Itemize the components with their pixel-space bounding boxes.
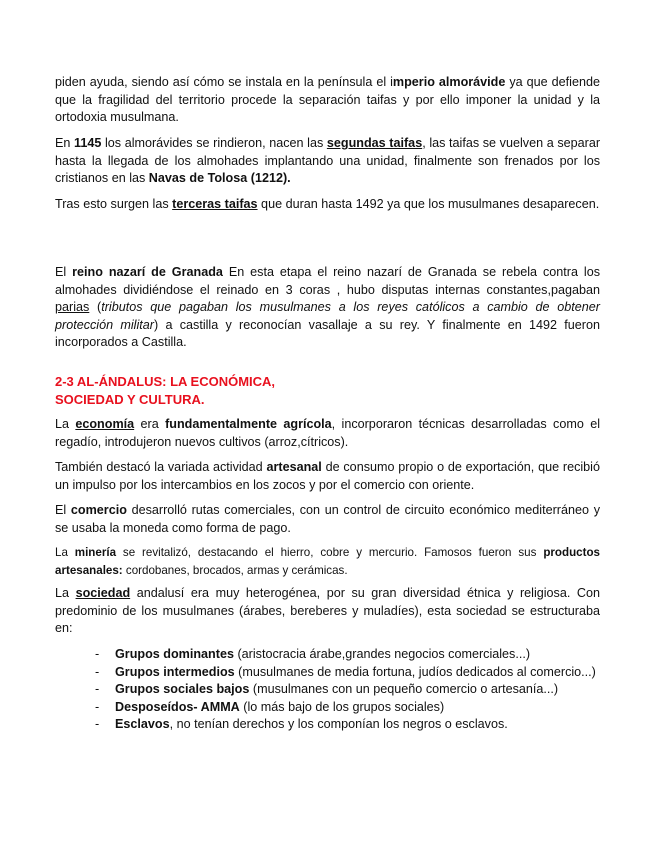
text: ) a castilla y reconocían vasallaje a su rey. Y finalmente en 1492 fueron incorporados a Castilla.: [55, 317, 601, 349]
bold-term: Desposeídos- AMMA: [115, 699, 240, 714]
text: (lo más bajo de los grupos sociales): [239, 699, 445, 714]
list-item: [95, 716, 600, 734]
text: (musulmanes con un pequeño comercio o artesanía...): [249, 682, 559, 696]
list-dash: -: [95, 664, 100, 679]
bold-term: fundamentalmente agrícola: [165, 417, 332, 431]
text: ya que defiende que la fragilidad del territorio procede la separación taifas y por ello imponer la unidad y la ortodoxia musulmana.: [55, 75, 600, 124]
text: piden ayuda, siendo así cómo se instala en la península el i: [55, 75, 393, 89]
text: andalusí era muy heterogénea, por su gran diversidad étnica y religiosa. Con predominio de los musulmanes (árabes, bereberes y muladíes), esta sociedad se estructuraba en:: [55, 586, 601, 635]
text: se revitalizó, destacando el hierro, cobre y mercurio. Famosos fueron sus: [116, 546, 544, 559]
list-dash: -: [95, 647, 100, 661]
section-heading: [55, 373, 275, 409]
list-item: [95, 646, 600, 664]
paragraph-terceras-taifas: [55, 196, 600, 214]
bold-term: artesanal: [266, 460, 322, 474]
underlined-term: parias: [55, 300, 90, 314]
paragraph-almoravides: [55, 74, 600, 127]
list-item: [95, 699, 600, 717]
list-dash: -: [95, 682, 100, 696]
list-dash: -: [95, 699, 100, 714]
underlined-term: economía: [75, 417, 135, 431]
bold-term: reino nazarí de Granada: [72, 265, 223, 279]
bold-term: Navas de Tolosa (1212).: [148, 171, 291, 185]
text: Tras esto surgen las: [55, 197, 173, 211]
text: , no tenían derechos y los componían los negros o esclavos.: [169, 717, 508, 731]
paragraph-artesanal: [55, 459, 600, 494]
text: (musulmanes de media fortuna, judíos dedicados al comercio...): [234, 664, 596, 679]
bold-term: Grupos sociales bajos: [115, 682, 250, 696]
text: , las taifas se vuelven a separar hasta la llegada de los almohades implantando una unidad, finalmente son frenados por los cristianos en las: [55, 136, 601, 185]
bold-term: 1145: [74, 136, 102, 150]
text: , incorporaron técnicas desarrolladas como el regadío, introdujeron nuevos cultivos (arroz,cítricos).: [55, 417, 601, 449]
text: La: [55, 546, 75, 559]
bold-term: Grupos dominantes: [115, 647, 234, 661]
bold-term: Esclavos: [115, 717, 170, 731]
bold-term: productos artesanales:: [55, 546, 600, 577]
heading-line: SOCIEDAD Y CULTURA.: [55, 392, 205, 407]
bold-term: minería: [74, 546, 117, 559]
text: En esta etapa el reino nazarí de Granada se rebela contra los almohades dividiéndose el reinado en 3 coras , hubo disputas internas constantes,pagaban: [55, 265, 600, 297]
heading-line: 2-3 AL-ÁNDALUS: LA ECONÓMICA,: [55, 374, 276, 389]
paragraph-economia: [55, 416, 600, 451]
social-groups-list: [95, 646, 600, 734]
text: La: [55, 417, 76, 431]
underlined-term: sociedad: [75, 586, 131, 600]
text: El: [55, 503, 71, 517]
bold-term: comercio: [70, 503, 127, 517]
text: El: [55, 265, 73, 279]
text: desarrolló rutas comerciales, con un control de circuito económico mediterráneo y se usaba la moneda como forma de pago.: [55, 503, 600, 535]
text: los almorávides se rindieron, nacen las: [101, 136, 327, 150]
text: (: [89, 300, 102, 314]
text: La: [55, 586, 76, 600]
bold-term: Grupos intermedios: [115, 664, 235, 679]
text: cordobanes, brocados, armas y cerámicas.: [122, 564, 348, 577]
italic-text: tributos que pagaban los musulmanes a los reyes católicos a cambio de obtener protección militar: [55, 300, 600, 332]
paragraph-sociedad: [55, 585, 600, 638]
paragraph-reino-nazari: [55, 264, 600, 352]
text: (aristocracia árabe,grandes negocios comerciales...): [233, 647, 531, 661]
text: En: [55, 136, 75, 150]
paragraph-mineria: [55, 544, 600, 580]
text: de consumo propio o de exportación, que recibió un impulso por los intercambios en los zocos y por el comercio con oriente.: [55, 460, 600, 492]
underlined-term: segundas taifas: [326, 136, 423, 150]
paragraph-segundas-taifas: [55, 135, 600, 188]
list-dash: -: [95, 717, 100, 731]
bold-term: mperio almorávide: [392, 75, 506, 89]
list-item: [95, 664, 600, 682]
text: que duran hasta 1492 ya que los musulmanes desaparecen.: [257, 197, 600, 211]
underlined-term: terceras taifas: [172, 197, 258, 211]
text: era: [134, 417, 166, 431]
text: También destacó la variada actividad: [55, 460, 267, 474]
paragraph-comercio: [55, 502, 600, 537]
list-item: [95, 681, 600, 699]
